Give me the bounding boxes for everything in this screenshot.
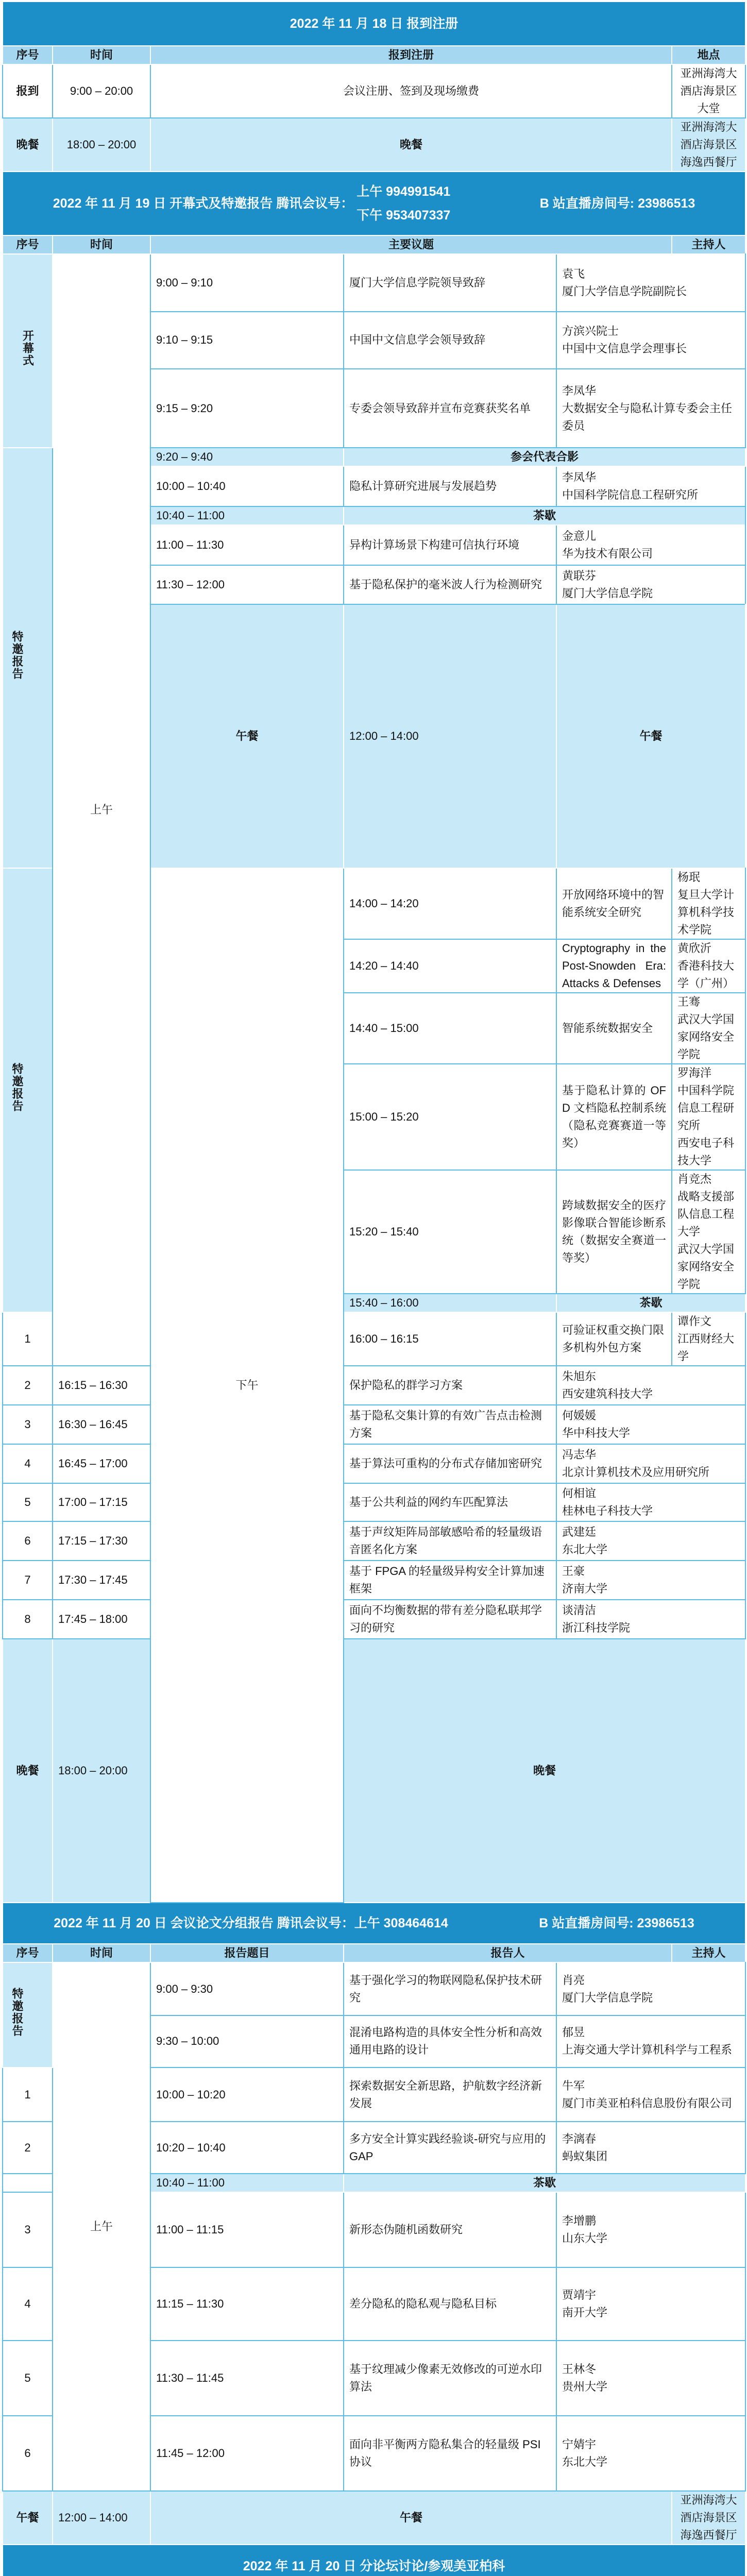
- dinner-time: 18:00 – 20:00: [53, 118, 150, 172]
- speaker-org: 厦门市美亚柏科信息股份有限公司: [562, 2096, 733, 2110]
- topic: 基于纹理减少像素无效修改的可逆水印算法: [344, 2341, 556, 2416]
- speaker-org: 战略支援部队信息工程大学: [677, 1190, 735, 1238]
- speaker-name: 朱旭东: [562, 1370, 597, 1383]
- speaker-name: 方滨兴院士: [562, 325, 619, 338]
- time: 9:00 – 9:30: [150, 1962, 344, 2015]
- speaker: [556, 2067, 745, 2122]
- lunch-venue: 亚洲海湾大酒店海景区海逸西餐厅: [672, 2491, 745, 2545]
- speaker-org: 中国科学院信息工程研究所: [677, 1084, 735, 1132]
- speaker: [556, 2341, 745, 2416]
- paper-number: 1: [3, 2067, 53, 2122]
- time: 14:40 – 15:00: [344, 993, 556, 1064]
- time: 14:00 – 14:20: [344, 868, 556, 939]
- lunch-time: 12:00 – 14:00: [344, 604, 556, 868]
- am-cell: 上午: [53, 1962, 150, 2491]
- paper-number: 4: [3, 2267, 53, 2341]
- table-row: [3, 1600, 745, 1639]
- time: 9:10 – 9:15: [150, 312, 344, 369]
- paper-number: 5: [3, 1483, 53, 1521]
- speaker-org: 桂林电子科技大学: [562, 1504, 653, 1517]
- time: 11:30 – 11:45: [150, 2341, 344, 2416]
- topic: 保护隐私的群学习方案: [344, 1366, 556, 1405]
- speaker-name: 金意儿: [562, 530, 597, 543]
- topic: 异构计算场景下构建可信执行环境: [344, 525, 556, 565]
- day1-checkin-row: [3, 64, 745, 118]
- day2-meeting-pm: 下午 953407337: [356, 208, 451, 223]
- tea-time: 10:40 – 11:00: [150, 506, 344, 525]
- am-cell: 上午: [53, 254, 150, 1366]
- paper-number: 4: [3, 1444, 53, 1483]
- speaker: [672, 868, 745, 939]
- opening-label: 开幕式: [21, 330, 35, 367]
- day1-banner: 2022 年 11 月 18 日 报到注册: [3, 2, 745, 46]
- time: 16:30 – 16:45: [53, 1405, 150, 1444]
- time: 15:00 – 15:20: [344, 1064, 556, 1170]
- topic: 基于强化学习的物联网隐私保护技术研究: [344, 1962, 556, 2015]
- lunch-time: 12:00 – 14:00: [53, 2491, 150, 2545]
- speaker: [556, 1366, 745, 1405]
- speaker-name: 冯志华: [562, 1448, 597, 1461]
- topic: 基于 FPGA 的轻量级异构安全计算加速框架: [344, 1561, 556, 1600]
- speaker-name: 肖竞杰: [677, 1173, 712, 1185]
- col-host: 主持人: [672, 1944, 745, 1962]
- speaker-org: 东北大学: [562, 2455, 608, 2469]
- pm-cell: 下午: [150, 868, 344, 1903]
- time: 11:15 – 11:30: [150, 2267, 344, 2341]
- checkin-venue: 亚洲海湾大酒店海景区大堂: [672, 64, 745, 118]
- day2-header-row: [3, 235, 745, 254]
- speaker: [556, 369, 745, 448]
- topic: 基于隐私计算的 OFD 文档隐私控制系统（隐私竞赛赛道一等奖）: [556, 1064, 672, 1170]
- paper-number: 1: [3, 1312, 53, 1366]
- tea-time: 15:40 – 16:00: [344, 1294, 556, 1312]
- speaker-org: 济南大学: [562, 1582, 608, 1595]
- speaker-name: 谈清洁: [562, 1604, 597, 1617]
- table-row: [3, 1444, 745, 1483]
- speaker-org: 武汉大学国家网络安全学院: [677, 1243, 735, 1291]
- dinner-content: 晚餐: [150, 118, 672, 172]
- topic: 智能系统数据安全: [556, 993, 672, 1064]
- invited-label-cell: [3, 1962, 53, 2067]
- topic: 基于声纹矩阵局部敏感哈希的轻量级语音匿名化方案: [344, 1521, 556, 1561]
- time: 10:00 – 10:40: [150, 466, 344, 506]
- table-row: [3, 1483, 745, 1521]
- paper-number: 5: [3, 2341, 53, 2416]
- topic: 厦门大学信息学院领导致辞: [344, 254, 556, 312]
- topic: 新形态伪随机函数研究: [344, 2192, 556, 2267]
- speaker-org: 蚂蚁集团: [562, 2149, 608, 2163]
- speaker: [672, 939, 745, 993]
- invited-label-cell: [3, 448, 53, 868]
- day3-banner-row: [3, 1903, 745, 1944]
- day2-bilibili-room: B 站直播房间号: 23986513: [539, 196, 695, 211]
- speaker: [556, 254, 745, 312]
- speaker: [556, 2015, 745, 2067]
- table-row: [3, 1561, 745, 1600]
- paper-number: 7: [3, 1561, 53, 1600]
- tea-topic: 茶歇: [344, 506, 745, 525]
- topic: 基于公共利益的网约车匹配算法: [344, 1483, 556, 1521]
- dinner-venue: 亚洲海湾大酒店海景区海逸西餐厅: [672, 118, 745, 172]
- col-venue: 地点: [672, 46, 745, 64]
- time: 11:45 – 12:00: [150, 2416, 344, 2491]
- time: 11:00 – 11:15: [150, 2192, 344, 2267]
- speaker-org: 上海交通大学计算机科学与工程系: [562, 2043, 733, 2057]
- day2-banner-row: [3, 172, 745, 235]
- speaker-org: 南开大学: [562, 2306, 608, 2319]
- day3-bilibili-room: B 站直播房间号: 23986513: [539, 1916, 694, 1930]
- speaker-name: 王林冬: [562, 2363, 597, 2376]
- dinner-topic: 晚餐: [344, 1639, 745, 1903]
- col-number: 序号: [3, 46, 53, 64]
- time: 10:20 – 10:40: [150, 2122, 344, 2174]
- day3-banner: [3, 1903, 745, 1944]
- day1-banner-row: [3, 2, 745, 46]
- lunch-topic: 午餐: [556, 604, 745, 868]
- lunch-label: 午餐: [150, 604, 344, 868]
- speaker-name: 牛军: [562, 2079, 585, 2092]
- speaker: [556, 1521, 745, 1561]
- topic: 基于算法可重构的分布式存储加密研究: [344, 1444, 556, 1483]
- day3-header-row: [3, 1944, 745, 1962]
- col-number: 序号: [3, 1944, 53, 1962]
- opening-label-cell: [3, 254, 53, 448]
- lunch-label: 午餐: [3, 2491, 53, 2545]
- pm-invited-label-cell: [3, 868, 53, 1312]
- speaker-name: 谭作文: [677, 1315, 712, 1328]
- empty-cell: [3, 2174, 53, 2192]
- time: 17:15 – 17:30: [53, 1521, 150, 1561]
- dinner-time: 18:00 – 20:00: [53, 1639, 150, 1903]
- topic: 差分隐私的隐私观与隐私目标: [344, 2267, 556, 2341]
- speaker-name: 李漓春: [562, 2132, 597, 2145]
- speaker: [672, 1064, 745, 1170]
- speaker: [556, 312, 745, 369]
- day2-banner-title: 2022 年 11 月 19 日 开幕式及特邀报告 腾讯会议号：: [53, 196, 354, 211]
- tea-time: 10:40 – 11:00: [150, 2174, 344, 2192]
- speaker: [556, 1561, 745, 1600]
- speaker: [672, 1312, 745, 1366]
- speaker: [556, 1405, 745, 1444]
- invited-label: 特邀报告: [11, 1987, 24, 2037]
- col-host: 主持人: [672, 235, 745, 254]
- speaker: [556, 1444, 745, 1483]
- topic: 开放网络环境中的智能系统安全研究: [556, 868, 672, 939]
- day1-dinner-row: [3, 118, 745, 172]
- day2-banner: [3, 172, 745, 235]
- topic: 面向非平衡两方隐私集合的轻量级 PSI 协议: [344, 2416, 556, 2491]
- invited-label: 特邀报告: [11, 631, 24, 680]
- time: 15:20 – 15:40: [344, 1170, 556, 1294]
- speaker-name: 袁飞: [562, 267, 585, 280]
- day1-header-row: [3, 46, 745, 64]
- table-row: [3, 1405, 745, 1444]
- dinner-row: [3, 1639, 745, 1903]
- col-reporter: 报告人: [344, 1944, 672, 1962]
- day4-banner: 2022 年 11 月 20 日 分论坛讨论/参观美亚柏科: [3, 2545, 745, 2576]
- speaker-name: 贾靖宇: [562, 2289, 597, 2302]
- speaker: [556, 466, 745, 506]
- invited-label: 特邀报告: [11, 1063, 24, 1112]
- speaker-org: 浙江科技学院: [562, 1621, 631, 1634]
- tea-topic: 茶歇: [556, 1294, 745, 1312]
- speaker: [672, 993, 745, 1064]
- col-number: 序号: [3, 235, 53, 254]
- checkin-label: 报到: [3, 64, 53, 118]
- speaker-name: 王豪: [562, 1565, 585, 1578]
- speaker-org: 大数据安全与隐私计算专委会主任委员: [562, 401, 733, 432]
- speaker: [556, 2192, 745, 2267]
- tea-topic: 茶歇: [344, 2174, 745, 2192]
- topic: 混淆电路构造的具体安全性分析和高效通用电路的设计: [344, 2015, 556, 2067]
- speaker: [556, 1962, 745, 2015]
- table-row: [3, 1521, 745, 1561]
- speaker: [556, 525, 745, 565]
- lunch-row: [3, 2491, 745, 2545]
- speaker-org: 厦门大学信息学院: [562, 1991, 653, 2004]
- table-row: [3, 1366, 745, 1405]
- time: 14:20 – 14:40: [344, 939, 556, 993]
- lunch-topic: 午餐: [150, 2491, 672, 2545]
- col-report-title: 报告题目: [150, 1944, 344, 1962]
- speaker-org: 东北大学: [562, 1543, 608, 1556]
- day2-meeting-am: 上午 994991541: [356, 184, 451, 199]
- time: 11:00 – 11:30: [150, 525, 344, 565]
- speaker-org: 华为技术有限公司: [562, 547, 653, 560]
- speaker: [556, 565, 745, 604]
- speaker: [556, 1483, 745, 1521]
- paper-number: 2: [3, 1366, 53, 1405]
- time: 9:00 – 9:10: [150, 254, 344, 312]
- speaker-name: 王骞: [677, 995, 701, 1008]
- speaker-name: 肖亮: [562, 1973, 585, 1987]
- speaker-name: 何相谊: [562, 1487, 597, 1500]
- paper-number: 3: [3, 1405, 53, 1444]
- paper-number: 6: [3, 2416, 53, 2491]
- speaker-org: 贵州大学: [562, 2380, 608, 2394]
- day3-banner-title: 2022 年 11 月 20 日 会议论文分组报告 腾讯会议号：上午 308464614: [54, 1916, 448, 1930]
- speaker: [556, 2267, 745, 2341]
- topic: 专委会领导致辞并宣布竞赛获奖名单: [344, 369, 556, 448]
- table-row: [3, 254, 745, 312]
- time: 9:30 – 10:00: [150, 2015, 344, 2067]
- speaker: [672, 1170, 745, 1294]
- topic: 可验证权重交换门限多机构外包方案: [556, 1312, 672, 1366]
- speaker-org: 中国科学院信息工程研究所: [562, 488, 699, 501]
- speaker-org: 西安电子科技大学: [677, 1137, 735, 1167]
- speaker-name: 李凤华: [562, 384, 597, 397]
- paper-number: 6: [3, 1521, 53, 1561]
- time: 16:00 – 16:15: [344, 1312, 556, 1366]
- photo-topic: 参会代表合影: [344, 448, 745, 466]
- speaker: [556, 2416, 745, 2491]
- speaker-name: 武建廷: [562, 1526, 597, 1538]
- time: 17:45 – 18:00: [53, 1600, 150, 1639]
- col-registration: 报到注册: [150, 46, 672, 64]
- speaker: [556, 2122, 745, 2174]
- speaker-org: 华中科技大学: [562, 1427, 631, 1439]
- topic: 多方安全计算实践经验谈-研究与应用的 GAP: [344, 2122, 556, 2174]
- time: 16:45 – 17:00: [53, 1444, 150, 1483]
- dinner-label: 晚餐: [3, 1639, 53, 1903]
- speaker-org: 西安建筑科技大学: [562, 1387, 653, 1400]
- time: 17:00 – 17:15: [53, 1483, 150, 1521]
- topic: Cryptography in the Post-Snowden Era: Attacks & Defenses: [556, 939, 672, 993]
- time: 11:30 – 12:00: [150, 565, 344, 604]
- speaker-org: 厦门大学信息学院: [562, 587, 653, 600]
- speaker-org: 中国中文信息学会理事长: [562, 342, 687, 355]
- speaker-name: 罗海洋: [677, 1066, 712, 1079]
- paper-number: 3: [3, 2192, 53, 2267]
- speaker-org: 山东大学: [562, 2231, 608, 2245]
- topic: 中国中文信息学会领导致辞: [344, 312, 556, 369]
- day4-banner-row: [3, 2545, 745, 2576]
- speaker-name: 宁婧宇: [562, 2438, 597, 2451]
- col-time: 时间: [53, 235, 150, 254]
- speaker-org: 香港科技大学（广州）: [677, 959, 735, 990]
- checkin-content: 会议注册、签到及现场缴费: [150, 64, 672, 118]
- topic: 面向不均衡数据的带有差分隐私联邦学习的研究: [344, 1600, 556, 1639]
- photo-time: 9:20 – 9:40: [150, 448, 344, 466]
- dinner-label: 晚餐: [3, 118, 53, 172]
- schedule-table: [2, 1, 746, 2576]
- speaker-org: 江西财经大学: [677, 1332, 735, 1363]
- time: 17:30 – 17:45: [53, 1561, 150, 1600]
- speaker-name: 李增鹏: [562, 2214, 597, 2227]
- speaker: [556, 1600, 745, 1639]
- topic: 探索数据安全新思路，护航数字经济新发展: [344, 2067, 556, 2122]
- checkin-time: 9:00 – 20:00: [53, 64, 150, 118]
- speaker-name: 何媛媛: [562, 1409, 597, 1422]
- speaker-org: 复旦大学计算机科学技术学院: [677, 888, 735, 936]
- col-time: 时间: [53, 46, 150, 64]
- speaker-name: 黄联芬: [562, 569, 597, 582]
- topic: 基于隐私交集计算的有效广告点击检测方案: [344, 1405, 556, 1444]
- table-row: [3, 1962, 745, 2015]
- speaker-org: 北京计算机技术及应用研究所: [562, 1466, 710, 1479]
- paper-number: 2: [3, 2122, 53, 2174]
- col-main-topic: 主要议题: [150, 235, 672, 254]
- paper-number: 8: [3, 1600, 53, 1639]
- topic: 隐私计算研究进展与发展趋势: [344, 466, 556, 506]
- time: 10:00 – 10:20: [150, 2067, 344, 2122]
- time: 16:15 – 16:30: [53, 1366, 150, 1405]
- speaker-name: 李凤华: [562, 471, 597, 484]
- speaker-org: 厦门大学信息学院副院长: [562, 284, 687, 298]
- col-time: 时间: [53, 1944, 150, 1962]
- speaker-name: 黄欣沂: [677, 942, 712, 955]
- topic: 基于隐私保护的毫米波人行为检测研究: [344, 565, 556, 604]
- speaker-name: 郁昱: [562, 2026, 585, 2039]
- speaker-org: 武汉大学国家网络安全学院: [677, 1013, 735, 1061]
- topic: 跨域数据安全的医疗影像联合智能诊断系统（数据安全赛道一等奖）: [556, 1170, 672, 1294]
- speaker-name: 杨珉: [677, 871, 701, 884]
- time: 9:15 – 9:20: [150, 369, 344, 448]
